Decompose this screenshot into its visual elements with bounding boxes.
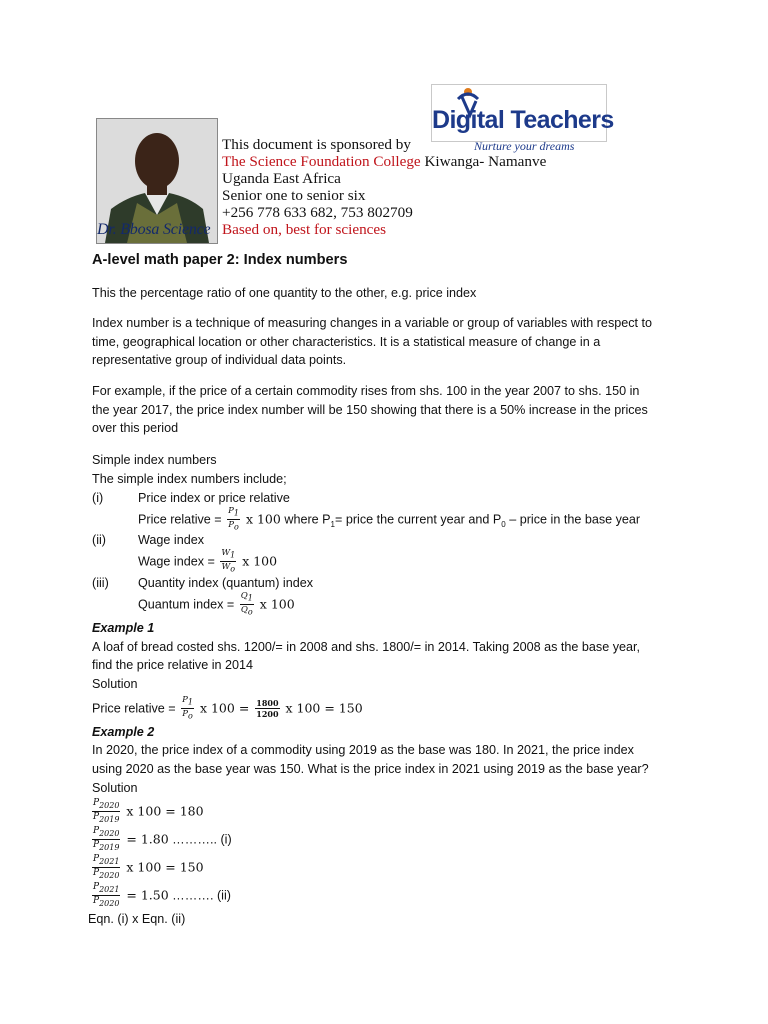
frac-num: Q [240, 591, 248, 601]
explanation-paragraph [92, 314, 682, 370]
fraction [92, 883, 120, 908]
text-line: Index number is a technique of measuring changes in a variable or group of variables with respect to [92, 316, 653, 330]
equation-rhs: x 100 = 180 [122, 803, 204, 819]
price-relative-formula [138, 508, 640, 534]
formula-note: = price the current year and P [335, 512, 502, 527]
formula-mid: x 100 = [195, 700, 254, 716]
section-intro: The simple index numbers include; [92, 472, 287, 486]
page-title: A-level math paper 2: Index numbers [92, 252, 348, 268]
formula-tail: x 100 [255, 596, 295, 612]
example-1-solution-formula [92, 697, 363, 721]
formula-tail: x 100 [238, 553, 278, 569]
frac-den: Q [240, 604, 248, 615]
example-2-question: In 2020, the price index of a commodity using 2019 as the base was 180. In 2021, the price index [92, 743, 634, 757]
frac-num: P [93, 882, 100, 892]
example-paragraph [92, 382, 682, 438]
sponsor-line: This document is sponsored by [222, 136, 411, 153]
definition-paragraph: This the percentage ratio of one quantity to the other, e.g. price index [92, 286, 477, 300]
formula-prefix: Price relative = [92, 701, 180, 716]
frac-den-sub: 2019 [99, 842, 120, 852]
fraction [92, 855, 120, 880]
fraction [255, 699, 279, 718]
frac-den-sub: 2020 [99, 898, 120, 908]
formula-note-sub: 1 [330, 520, 335, 530]
frac-num: W [221, 548, 231, 558]
equation-rhs: = 1.50 [122, 887, 169, 903]
frac-num-sub: 1 [187, 697, 193, 707]
sponsor-college: The Science Foundation College [222, 153, 421, 170]
formula-note: – price in the base year [505, 512, 641, 527]
frac-num-sub: 2020 [99, 828, 120, 838]
example-2-heading: Example 2 [92, 725, 155, 739]
list-number: (ii) [92, 533, 106, 547]
example-1-question: A loaf of bread costed shs. 1200/= in 2008 and shs. 1800/= in 2014. Taking 2008 as the base year, [92, 640, 640, 654]
text-line: time, geographical location or other characteristics. It is a statistical measure of change in a [92, 334, 601, 349]
formula-prefix: Price relative = [138, 512, 226, 527]
frac-den-sub: o [188, 711, 193, 721]
equation-line [90, 884, 231, 909]
frac-den: P [93, 811, 100, 822]
frac-den: P [93, 867, 100, 878]
frac-den: P [93, 895, 100, 906]
list-item-label: Quantity index (quantum) index [138, 576, 314, 590]
frac-den: 1200 [256, 708, 279, 719]
example-1-question: find the price relative in 2014 [92, 658, 254, 672]
frac-num-sub: 2021 [99, 856, 120, 866]
frac-num-sub: 1 [247, 593, 253, 603]
wage-index-formula [138, 550, 277, 574]
fraction [220, 549, 236, 573]
photo-caption: Dr. Bbosa Science [97, 221, 211, 238]
frac-den-sub: 2020 [99, 870, 120, 880]
logo-title: Digital Teachers [432, 106, 614, 134]
frac-num: P [182, 695, 188, 705]
fraction [92, 827, 120, 852]
example-1-heading: Example 1 [92, 621, 155, 635]
equation-tag: ………. (ii) [168, 888, 231, 903]
text-line: over this period [92, 421, 179, 436]
list-item-label: Wage index [138, 533, 205, 547]
frac-den-sub: o [230, 564, 236, 574]
text-line: the year 2017, the price index number will be 150 showing that there is a 50% increase in the prices [92, 402, 648, 417]
frac-den: P [182, 708, 189, 719]
frac-den: P [93, 839, 100, 850]
text-line: For example, if the price of a certain commodity rises from shs. 100 in the year 2007 to shs. 150 in [92, 384, 640, 398]
frac-num-sub: 2020 [99, 800, 120, 810]
equation-line [90, 828, 232, 853]
logo-tagline: Nurture your dreams [474, 139, 575, 153]
example-1-solution-label: Solution [92, 677, 138, 691]
sponsor-motto: Based on, best for sciences [222, 221, 387, 238]
equation-tag: ……….. (i) [168, 832, 232, 847]
frac-num: P [93, 854, 100, 864]
frac-den-sub: 2019 [99, 814, 120, 824]
formula-prefix: Quantum index = [138, 597, 238, 612]
sponsor-location: Kiwanga- Namanve [420, 153, 547, 170]
equation-line [90, 800, 204, 825]
frac-num: P [93, 798, 100, 808]
frac-den: P [228, 519, 235, 530]
frac-den-sub: o [234, 522, 239, 532]
list-item-label: Price index or price relative [138, 491, 290, 505]
example-2-question: using 2020 as the base year was 150. What is the price index in 2021 using 2019 as the base year? [92, 762, 649, 776]
formula-note-sub: 0 [501, 520, 506, 530]
frac-num: P [228, 506, 234, 516]
sponsor-phone: +256 778 633 682, 753 802709 [222, 204, 413, 221]
frac-num-sub: 1 [233, 508, 239, 518]
fraction [92, 799, 120, 824]
frac-num: P [93, 826, 100, 836]
list-number: (iii) [92, 576, 109, 590]
frac-num-sub: 2021 [99, 884, 120, 894]
fraction [227, 507, 240, 531]
frac-num-sub: 1 [230, 550, 236, 560]
example-2-solution-label: Solution [92, 781, 138, 795]
equation-product-line: Eqn. (i) x Eqn. (ii) [88, 912, 186, 926]
fraction [181, 696, 194, 720]
frac-den-sub: o [247, 607, 253, 617]
formula-tail: x 100 [241, 511, 281, 527]
sponsor-country: Uganda East Africa [222, 170, 341, 187]
equation-rhs: = 1.80 [122, 831, 169, 847]
list-number: (i) [92, 491, 104, 505]
formula-prefix: Wage index = [138, 554, 219, 569]
formula-note: where P [280, 512, 331, 527]
fraction [240, 592, 254, 616]
sponsor-college-line [222, 153, 546, 170]
quantum-index-formula [138, 593, 295, 617]
formula-tail: x 100 = 150 [281, 700, 363, 716]
section-heading: Simple index numbers [92, 453, 217, 467]
sponsor-levels: Senior one to senior six [222, 187, 366, 204]
equation-line [90, 856, 204, 881]
text-line: representative group of individual data points. [92, 353, 347, 368]
equation-rhs: x 100 = 150 [122, 859, 204, 875]
sponsor-block [222, 136, 546, 238]
frac-den: W [221, 561, 231, 572]
frac-num: 1800 [256, 697, 279, 708]
